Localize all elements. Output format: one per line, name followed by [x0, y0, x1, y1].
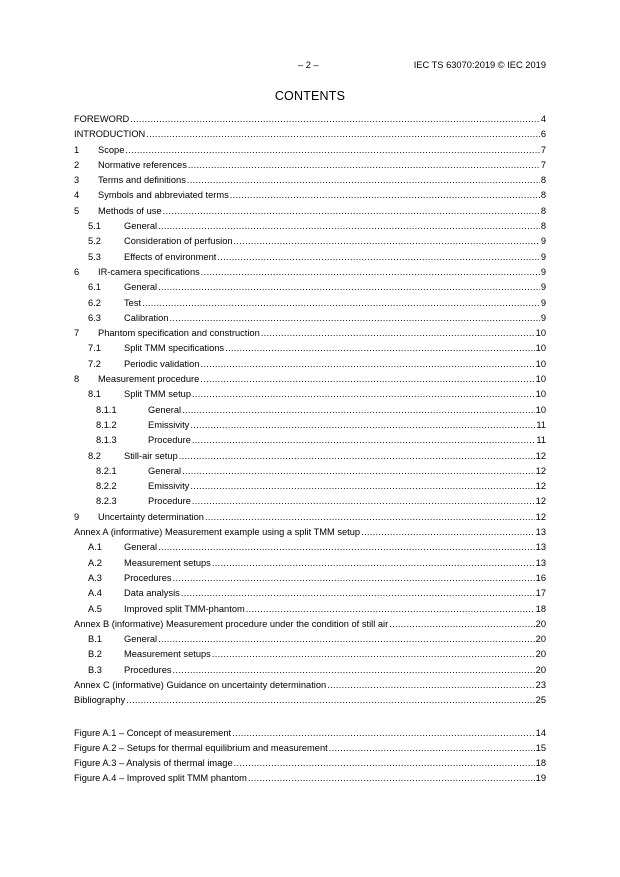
toc-entry-page: 9	[540, 282, 546, 293]
toc-entry-page: 8	[540, 175, 546, 186]
dot-leader	[173, 663, 535, 678]
toc-entry-title: Annex C (informative) Guidance on uncertainty determination	[74, 679, 327, 690]
toc-entry-number: 1	[74, 144, 80, 155]
dot-leader	[327, 678, 534, 693]
dot-leader	[212, 647, 535, 662]
toc-entry-title: Measurement procedure	[98, 374, 200, 385]
dot-leader	[163, 204, 540, 219]
toc-entry[interactable]	[74, 127, 546, 142]
toc-entry-number: 8.1.1	[96, 404, 117, 415]
dot-leader	[248, 771, 535, 786]
toc-entry-page: 12	[535, 465, 546, 476]
dot-leader	[230, 188, 540, 203]
toc-entry-title: Effects of environment	[124, 251, 217, 262]
figure-list-entry[interactable]	[74, 726, 546, 741]
toc-entry-title: Procedure	[148, 496, 191, 507]
dot-leader	[205, 510, 535, 525]
toc-entry-title: Procedures	[124, 572, 172, 583]
toc-entry-page: 18	[535, 758, 546, 769]
dot-leader	[234, 234, 540, 249]
toc-entry-page: 10	[535, 374, 546, 385]
toc-entry-title: General	[124, 634, 158, 645]
dot-leader	[158, 632, 535, 647]
toc-entry[interactable]	[74, 188, 546, 203]
toc-entry-title: General	[148, 404, 182, 415]
dot-leader	[212, 556, 535, 571]
dot-leader	[329, 741, 535, 756]
dot-leader	[173, 571, 535, 586]
toc-entry-page: 12	[535, 511, 546, 522]
toc-entry-title: Emissivity	[148, 419, 190, 430]
toc-entry-number: 8.2.2	[96, 481, 117, 492]
toc-entry-page: 10	[535, 328, 546, 339]
spacer	[74, 709, 546, 726]
dot-leader	[179, 449, 535, 464]
toc-entry[interactable]	[74, 464, 546, 479]
figure-list-entry[interactable]	[74, 741, 546, 756]
toc-entry-page: 12	[535, 496, 546, 507]
toc-entry-number: 6	[74, 266, 80, 277]
dot-leader	[217, 250, 539, 265]
dot-leader	[190, 479, 534, 494]
toc-entry-page: 8	[540, 205, 546, 216]
toc-entry-title: Calibration	[124, 312, 169, 323]
dot-leader	[232, 726, 535, 741]
toc-entry-title: Bibliography	[74, 695, 126, 706]
toc-entry-number: 5.2	[88, 236, 101, 247]
toc-entry-title: Still-air setup	[124, 450, 178, 461]
toc-entry-number: 3	[74, 175, 80, 186]
toc-entry[interactable]	[74, 479, 546, 494]
toc-entry[interactable]	[74, 158, 546, 173]
dot-leader	[181, 586, 535, 601]
toc-entry[interactable]	[74, 280, 546, 295]
dot-leader	[182, 464, 535, 479]
toc-entry-title: Phantom specification and construction	[98, 328, 260, 339]
toc-entry-page: 7	[540, 144, 546, 155]
toc-entry-page: 9	[540, 236, 546, 247]
toc-entry-page: 23	[535, 679, 546, 690]
toc-entry[interactable]	[74, 647, 546, 662]
toc-entry[interactable]	[74, 219, 546, 234]
toc-entry[interactable]	[74, 617, 546, 632]
toc-entry-title: General	[124, 282, 158, 293]
toc-entry-number: 4	[74, 190, 80, 201]
toc-entry-number: A.2	[88, 557, 102, 568]
toc-entry-title: Split TMM setup	[124, 389, 191, 400]
toc-entry-page: 20	[535, 618, 546, 629]
dot-leader	[190, 418, 535, 433]
toc-entry[interactable]	[74, 112, 546, 127]
toc-entry-page: 20	[535, 634, 546, 645]
toc-entry[interactable]	[74, 265, 546, 280]
toc-entry-number: 8.2	[88, 450, 101, 461]
toc-entry[interactable]	[74, 540, 546, 555]
dot-leader	[200, 372, 534, 387]
document-id: IEC TS 63070:2019 © IEC 2019	[413, 60, 546, 70]
toc-entry[interactable]	[74, 663, 546, 678]
toc-entry[interactable]	[74, 418, 546, 433]
toc-entry[interactable]	[74, 403, 546, 418]
toc-entry-number: 8.1.2	[96, 419, 117, 430]
toc-entry-page: 25	[535, 695, 546, 706]
toc-entry[interactable]	[74, 556, 546, 571]
toc-entry-title: Scope	[98, 144, 125, 155]
toc-entry-title: Methods of use	[98, 205, 162, 216]
toc-entry[interactable]	[74, 387, 546, 402]
toc-entry[interactable]	[74, 173, 546, 188]
toc-entry[interactable]	[74, 571, 546, 586]
toc-entry[interactable]	[74, 494, 546, 509]
toc-entry-page: 8	[540, 190, 546, 201]
dot-leader	[361, 525, 535, 540]
toc-entry-title: Terms and definitions	[98, 175, 186, 186]
toc-entry[interactable]	[74, 357, 546, 372]
toc-entry-title: Annex A (informative) Measurement example using a split TMM setup	[74, 527, 361, 538]
toc-entry-title: Consideration of perfusion	[124, 236, 233, 247]
toc-entry[interactable]	[74, 586, 546, 601]
toc-entry-title: Measurement setups	[124, 649, 211, 660]
toc-entry-title: Figure A.4 – Improved split TMM phantom	[74, 773, 247, 784]
dot-leader	[188, 158, 540, 173]
toc-entry-page: 9	[540, 312, 546, 323]
dot-leader	[200, 357, 534, 372]
toc-entry-number: 6.3	[88, 312, 101, 323]
toc-entry-number: 7	[74, 328, 80, 339]
toc-entry[interactable]	[74, 234, 546, 249]
toc-entry-page: 20	[535, 649, 546, 660]
toc-entry[interactable]	[74, 510, 546, 525]
dot-leader	[389, 617, 534, 632]
toc-entry-title: Figure A.3 – Analysis of thermal image	[74, 758, 233, 769]
page-number: – 2 –	[298, 60, 319, 70]
toc-entry-title: General	[124, 542, 158, 553]
toc-entry-number: 5	[74, 205, 80, 216]
dot-leader	[192, 387, 535, 402]
toc-entry-page: 7	[540, 159, 546, 170]
dot-leader	[192, 433, 535, 448]
toc-entry-number: 6.2	[88, 297, 101, 308]
toc-entry-page: 12	[535, 481, 546, 492]
toc-entry-page: 19	[535, 773, 546, 784]
toc-entry-title: Annex B (informative) Measurement procedure under the condition of still air	[74, 618, 389, 629]
toc-entry-number: 8	[74, 374, 80, 385]
toc-entry-page: 6	[540, 129, 546, 140]
dot-leader	[182, 403, 535, 418]
toc-entry-page: 15	[535, 742, 546, 753]
page-title: CONTENTS	[274, 89, 346, 103]
toc-entry[interactable]	[74, 143, 546, 158]
dot-leader	[146, 127, 540, 142]
dot-leader	[261, 326, 535, 341]
dot-leader	[187, 173, 540, 188]
figure-list-entry[interactable]	[74, 756, 546, 771]
toc-entry-page: 14	[535, 727, 546, 738]
toc-entry-page: 20	[535, 664, 546, 675]
toc-entry-number: 5.3	[88, 251, 101, 262]
toc-entry-page: 10	[535, 358, 546, 369]
toc-entry-page: 13	[535, 542, 546, 553]
toc-entry-title: Figure A.2 – Setups for thermal equilibrium and measurement	[74, 742, 328, 753]
toc-entry-page: 9	[540, 266, 546, 277]
toc-entry-number: B.2	[88, 649, 102, 660]
toc-entry-page: 9	[540, 297, 546, 308]
toc-entry-number: A.3	[88, 572, 102, 583]
dot-leader	[130, 112, 540, 127]
dot-leader	[234, 756, 535, 771]
toc-entry[interactable]	[74, 632, 546, 647]
toc-entry-page: 13	[535, 527, 546, 538]
toc-entry[interactable]	[74, 678, 546, 693]
toc-entry[interactable]	[74, 341, 546, 356]
toc-entry-number: A.1	[88, 542, 102, 553]
dot-leader	[126, 693, 534, 708]
toc-entry-title: IR-camera specifications	[98, 266, 200, 277]
toc-entry-title: General	[124, 221, 158, 232]
toc-entry-page: 10	[535, 343, 546, 354]
dot-leader	[142, 296, 540, 311]
figure-list-entry[interactable]	[74, 771, 546, 786]
toc-entry-title: Periodic validation	[124, 358, 200, 369]
dot-leader	[192, 494, 535, 509]
toc-entry[interactable]	[74, 326, 546, 341]
dot-leader	[169, 311, 539, 326]
toc-entry-number: 9	[74, 511, 80, 522]
toc-entry[interactable]	[74, 311, 546, 326]
toc-entry[interactable]	[74, 433, 546, 448]
toc-entry-title: INTRODUCTION	[74, 129, 146, 140]
table-of-contents	[74, 112, 546, 787]
dot-leader	[225, 341, 535, 356]
toc-entry-title: FOREWORD	[74, 114, 130, 124]
toc-entry-title: General	[148, 465, 182, 476]
toc-entry-page: 10	[535, 404, 546, 415]
toc-entry[interactable]	[74, 296, 546, 311]
toc-entry-page: 18	[535, 603, 546, 614]
toc-entry-page: 8	[540, 221, 546, 232]
toc-entry-title: Uncertainty determination	[98, 511, 204, 522]
toc-entry-title: Emissivity	[148, 481, 190, 492]
toc-entry-title: Figure A.1 – Concept of measurement	[74, 727, 232, 738]
toc-entry-title: Symbols and abbreviated terms	[98, 190, 229, 201]
toc-entry[interactable]	[74, 250, 546, 265]
toc-entry-number: 8.2.1	[96, 465, 117, 476]
dot-leader	[158, 280, 540, 295]
toc-entry-title: Normative references	[98, 159, 187, 170]
dot-leader	[158, 219, 540, 234]
toc-entry-number: 2	[74, 159, 80, 170]
toc-entry[interactable]	[74, 693, 546, 708]
toc-entry-title: Test	[124, 297, 142, 308]
toc-entry-title: Improved split TMM-phantom	[124, 603, 245, 614]
toc-entry-page: 10	[535, 389, 546, 400]
toc-entry-page: 11	[536, 419, 546, 430]
toc-entry-page: 12	[535, 450, 546, 461]
toc-entry[interactable]	[74, 449, 546, 464]
toc-entry-number: 8.1.3	[96, 435, 117, 446]
dot-leader	[246, 602, 535, 617]
toc-entry-title: Procedures	[124, 664, 172, 675]
toc-entry[interactable]	[74, 372, 546, 387]
toc-entry-number: B.1	[88, 634, 102, 645]
toc-entry-page: 4	[540, 114, 546, 124]
dot-leader	[201, 265, 540, 280]
toc-entry-number: 8.1	[88, 389, 101, 400]
toc-entry-page: 16	[535, 572, 546, 583]
toc-entry-page: 13	[535, 557, 546, 568]
toc-entry-number: 7.1	[88, 343, 101, 354]
toc-entry-title: Split TMM specifications	[124, 343, 225, 354]
toc-entry[interactable]	[74, 204, 546, 219]
toc-entry-page: 17	[535, 588, 546, 599]
toc-entry-number: 5.1	[88, 221, 101, 232]
toc-entry[interactable]	[74, 602, 546, 617]
toc-entry-number: A.4	[88, 588, 102, 599]
dot-leader	[158, 540, 535, 555]
toc-entry-number: B.3	[88, 664, 102, 675]
toc-entry-number: 8.2.3	[96, 496, 117, 507]
toc-entry-title: Measurement setups	[124, 557, 211, 568]
toc-entry[interactable]	[74, 525, 546, 540]
toc-entry-number: A.5	[88, 603, 102, 614]
toc-entry-title: Data analysis	[124, 588, 180, 599]
toc-entry-number: 7.2	[88, 358, 101, 369]
toc-entry-number: 6.1	[88, 282, 101, 293]
toc-entry-page: 11	[536, 435, 546, 446]
toc-entry-title: Procedure	[148, 435, 191, 446]
dot-leader	[125, 143, 539, 158]
toc-entry-page: 9	[540, 251, 546, 262]
